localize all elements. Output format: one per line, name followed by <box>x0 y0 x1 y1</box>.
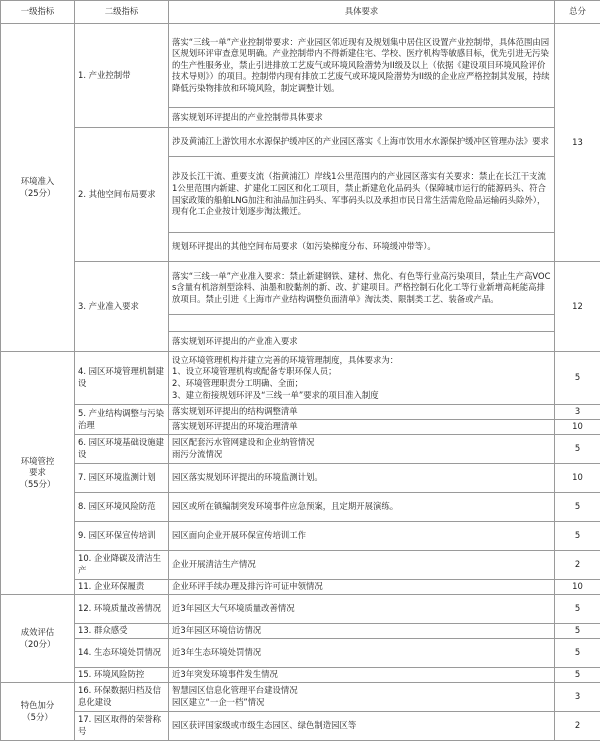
indicator-12: 12. 环境质量改善情况 <box>75 595 169 624</box>
requirement-7: 园区落实规划环评提出的环境监测计划。 <box>169 464 555 493</box>
table-row <box>1 464 600 493</box>
score-9: 5 <box>555 522 600 551</box>
header-requirements: 具体要求 <box>169 1 555 24</box>
header-level2: 二级指标 <box>75 1 169 24</box>
table-row <box>1 352 600 405</box>
requirement-15: 近3年突发环境事件发生情况 <box>169 668 555 683</box>
score-6: 5 <box>555 435 600 464</box>
table-row <box>1 624 600 639</box>
indicator-7: 7. 园区环境监测计划 <box>75 464 169 493</box>
group-environmental-access: 环境准入 （25分） <box>1 24 75 352</box>
header-level1: 一级指标 <box>1 1 75 24</box>
table-row <box>1 435 600 464</box>
requirement-6: 园区配套污水管网建设和企业纳管情况 雨污分流情况 <box>169 435 555 464</box>
indicator-5: 5. 产业结构调整与污染治理 <box>75 405 169 435</box>
table-row <box>1 683 600 712</box>
score-group1-b: 12 <box>555 262 600 352</box>
table-row <box>1 405 600 420</box>
indicator-10: 10. 企业降碳及清洁生产 <box>75 551 169 580</box>
group-effectiveness-evaluation: 成效评估 （20分） <box>1 595 75 683</box>
requirement-10: 企业开展清洁生产情况 <box>169 551 555 580</box>
score-5b: 10 <box>555 420 600 435</box>
requirement-2b: 涉及长江干流、重要支流（指黄浦江）岸线1公里范围内的产业园区落实有关要求：禁止在长江干支流1公里范围内新建、扩建化工园区和化工项目，禁止新建危化品码头（保障城市运行的能源码头、符合国家政策的船舶LNG加注和油品加注码头、军事码头以及承担市民日常生活需危险品运输码头除外），现有化工企业按计划逐步淘汰搬迁。 <box>169 157 555 233</box>
indicator-13: 13. 群众感受 <box>75 624 169 639</box>
requirement-3b: 落实规划环评提出的产业准入要求 <box>169 332 555 352</box>
requirement-3-blank <box>169 315 555 332</box>
indicator-4: 4. 园区环境管理机制建设 <box>75 352 169 405</box>
score-8: 5 <box>555 493 600 522</box>
score-14: 5 <box>555 639 600 668</box>
requirement-11: 企业环评手续办理及排污许可证申领情况 <box>169 580 555 595</box>
score-7: 10 <box>555 464 600 493</box>
score-17: 2 <box>555 712 600 741</box>
requirement-5a: 落实规划环评提出的结构调整清单 <box>169 405 555 420</box>
table-row <box>1 24 600 108</box>
indicator-16: 16. 环保数据归档及信息化建设 <box>75 683 169 712</box>
requirement-8: 园区或所在镇编制突发环境事件应急预案，且定期开展演练。 <box>169 493 555 522</box>
indicator-15: 15. 环境风险防控 <box>75 668 169 683</box>
requirement-13: 近3年园区环境信访情况 <box>169 624 555 639</box>
table-row <box>1 712 600 741</box>
requirement-14: 近3年生态环境处罚情况 <box>169 639 555 668</box>
header-row <box>1 1 600 24</box>
indicator-1: 1. 产业控制带 <box>75 24 169 128</box>
indicator-2: 2. 其他空间布局要求 <box>75 128 169 262</box>
requirement-3a: 落实“三线一单”产业准入要求：禁止新建钢铁、建材、焦化、有色等行业高污染项目，禁止生产高VOCs含量有机溶剂型涂料、油墨和胶黏剂的新、改、扩建项目。严格控制石化化工等行业新增高耗能高排放项目。禁止引进《上海市产业结构调整负面清单》淘汰类、限制类工艺、装备或产品。 <box>169 262 555 315</box>
requirement-4: 设立环境管理机构并建立完善的环境管理制度，具体要求为： 1、设立环境管理机构或配备专职环保人员； 2、环境管理职责分工明确、全面； 3、建立衔接规划环评及“三线一单”要求的项目准入制度 <box>169 352 555 405</box>
table-row <box>1 595 600 624</box>
score-5a: 3 <box>555 405 600 420</box>
indicator-3: 3. 产业准入要求 <box>75 262 169 352</box>
group-environmental-control: 环境管控 要求 （55分） <box>1 352 75 595</box>
score-12: 5 <box>555 595 600 624</box>
requirement-17: 园区获评国家级或市级生态园区、绿色制造园区等 <box>169 712 555 741</box>
header-total-score: 总分 <box>555 1 600 24</box>
score-13: 5 <box>555 624 600 639</box>
requirement-16: 智慧园区信息化管理平台建设情况 园区建立“一企一档”情况 <box>169 683 555 712</box>
score-16: 3 <box>555 683 600 712</box>
indicator-11: 11. 企业环保履责 <box>75 580 169 595</box>
score-15: 5 <box>555 668 600 683</box>
requirement-9: 园区面向企业开展环保宣传培训工作 <box>169 522 555 551</box>
table-row <box>1 128 600 157</box>
table-row <box>1 262 600 315</box>
requirement-12: 近3年园区大气环境质量改善情况 <box>169 595 555 624</box>
table-row <box>1 639 600 668</box>
indicator-9: 9. 园区环保宣传培训 <box>75 522 169 551</box>
table-row <box>1 522 600 551</box>
table-row <box>1 493 600 522</box>
indicator-14: 14. 生态环境处罚情况 <box>75 639 169 668</box>
indicator-17: 17. 园区取得的荣誉称号 <box>75 712 169 741</box>
table-row <box>1 580 600 595</box>
requirement-1b: 落实规划环评提出的产业控制带具体要求 <box>169 108 555 128</box>
requirement-2c: 规划环评提出的其他空间布局要求（如污染梯度分布、环境缓冲带等）。 <box>169 233 555 262</box>
indicator-6: 6. 园区环境基础设施建设 <box>75 435 169 464</box>
requirement-2a: 涉及黄浦江上游饮用水水源保护缓冲区的产业园区落实《上海市饮用水水源保护缓冲区管理办法》要求 <box>169 128 555 157</box>
group-feature-bonus: 特色加分 （5分） <box>1 683 75 741</box>
requirement-5b: 落实规划环评提出的环境治理清单 <box>169 420 555 435</box>
table-row <box>1 551 600 580</box>
score-11: 10 <box>555 580 600 595</box>
score-10: 2 <box>555 551 600 580</box>
score-group1-a: 13 <box>555 24 600 262</box>
table-row <box>1 668 600 683</box>
indicator-8: 8. 园区环境风险防范 <box>75 493 169 522</box>
requirement-1a: 落实“三线一单”产业控制带要求：产业园区邻近现有及规划集中居住区设置产业控制带，具体范围由园区规划环评审查意见明确。产业控制带内不得新建住宅、学校、医疗机构等敏感目标，优先引进无污染的生产性服务业，禁止引进排放工艺废气或环境风险潜势为II级及以上（依据《建设项目环境风险评价技术导则》）的项目。控制带内现有排放工艺废气或环境风险潜势为II级的企业应严格控制其发展，持续降低污染物排放和环境风险，制定调整计划。 <box>169 24 555 108</box>
score-4: 5 <box>555 352 600 405</box>
